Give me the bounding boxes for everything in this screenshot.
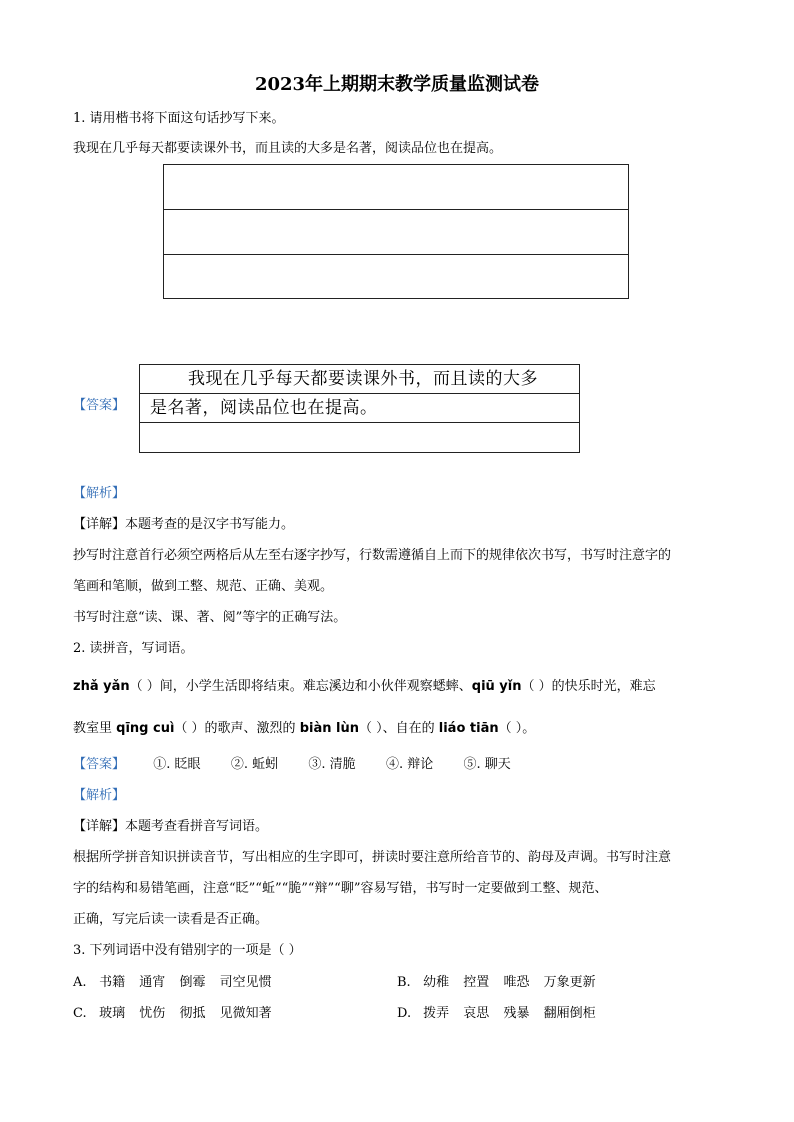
page-title: 2023年上期期末教学质量监测试卷: [254, 74, 540, 95]
q2-line1: [73, 678, 656, 696]
q2-text: 教室里: [73, 721, 113, 736]
q2-line2: [73, 720, 535, 738]
q1-writing-grid[interactable]: [163, 164, 629, 299]
pinyin: qīng cuì: [116, 721, 175, 736]
pinyin: qiū yǐn: [471, 679, 522, 694]
option-word: 忧伤: [139, 1006, 166, 1021]
option-word: 万象更新: [543, 975, 596, 990]
option-word: 幼稚: [423, 975, 450, 990]
q2-prompt: 2. 读拼音，写词语。: [73, 641, 194, 656]
pinyin: zhǎ yǎn: [73, 679, 130, 694]
q2-text: （ ）、自在的: [358, 721, 435, 736]
option-label: A.: [73, 975, 87, 990]
option-label: D.: [397, 1006, 412, 1021]
q2-answer-label: 【答案】: [73, 757, 126, 772]
answer-row: [140, 423, 579, 452]
writing-row[interactable]: [164, 165, 628, 210]
writing-row[interactable]: [164, 210, 628, 255]
option-label: B.: [397, 975, 411, 990]
q1-para1a: 抄写时注意首行必须空两格后从左至右逐字抄写，行数需遵循自上而下的规律依次书写，书写时注意字的: [73, 548, 672, 563]
option-word: 倒霉: [179, 975, 206, 990]
q3-option-b[interactable]: [397, 974, 606, 992]
q2-text: （ ）的歌声、激烈的: [174, 721, 296, 736]
q2-text: （ ）间，小学生活即将结束。难忘溪边和小伙伴观察蟋蟀、: [129, 679, 472, 694]
q3-option-a[interactable]: [73, 974, 282, 992]
option-word: 书籍: [99, 975, 126, 990]
answer-item: ②. 蚯蚓: [230, 757, 279, 772]
q1-para1b: 笔画和笔顺，做到工整、规范、正确、美观。: [73, 579, 334, 594]
q1-analysis-label: 【解析】: [73, 486, 126, 501]
q2-answer-line: [73, 756, 511, 774]
answer-row: 我现在几乎每天都要读课外书，而且读的大多: [140, 365, 579, 394]
q1-answer-grid: [139, 364, 580, 453]
option-word: 残暴: [503, 1006, 530, 1021]
writing-row[interactable]: [164, 255, 628, 300]
option-word: 拨弄: [423, 1006, 450, 1021]
option-label: C.: [73, 1006, 87, 1021]
answer-item: ①. 眨眼: [153, 757, 201, 772]
q3-prompt: 3. 下列词语中没有错别字的一项是（ ）: [73, 943, 302, 958]
pinyin: biàn lùn: [299, 721, 359, 736]
option-word: 唯恐: [503, 975, 530, 990]
q3-option-c[interactable]: [73, 1005, 282, 1023]
option-word: 哀思: [463, 1006, 490, 1021]
q2-text: （ ）的快乐时光，难忘: [521, 679, 656, 694]
q1-para2: 书写时注意“读、课、著、阅”等字的正确写法。: [73, 610, 347, 625]
q3-option-d[interactable]: [397, 1005, 606, 1023]
q1-answer-label: 【答案】: [73, 398, 126, 413]
q2-analysis-label: 【解析】: [73, 788, 126, 803]
option-word: 见微知著: [219, 1006, 272, 1021]
answer-item: ⑤. 聊天: [463, 757, 511, 772]
answer-item: ③. 清脆: [308, 757, 356, 772]
q2-para1b: 字的结构和易错笔画，注意“眨”“蚯”“脆”“辩”“聊”容易写错，书写时一定要做到工整、规范、: [73, 881, 608, 896]
pinyin: liáo tiān: [438, 721, 499, 736]
option-word: 彻抵: [179, 1006, 206, 1021]
option-word: 玻璃: [99, 1006, 126, 1021]
answer-item: ④. 辩论: [385, 757, 434, 772]
option-word: 司空见惯: [219, 975, 272, 990]
answer-row: 是名著，阅读品位也在提高。: [140, 394, 579, 423]
q2-para1c: 正确，写完后读一读看是否正确。: [73, 912, 269, 927]
option-word: 控置: [463, 975, 490, 990]
q2-para1a: 根据所学拼音知识拼读音节，写出相应的生字即可，拼读时要注意所给音节的、韵母及声调。书写时注意: [73, 850, 672, 865]
q1-prompt: 1. 请用楷书将下面这句话抄写下来。: [73, 111, 285, 126]
q1-detail: 【详解】本题考查的是汉字书写能力。: [73, 517, 295, 532]
q2-detail: 【详解】本题考查看拼音写词语。: [73, 819, 269, 834]
option-word: 翻厢倒柜: [543, 1006, 596, 1021]
q1-sentence: 我现在几乎每天都要读课外书，而且读的大多是名著，阅读品位也在提高。: [73, 141, 503, 156]
option-word: 通宵: [139, 975, 166, 990]
q2-text: （ ）。: [498, 721, 536, 736]
